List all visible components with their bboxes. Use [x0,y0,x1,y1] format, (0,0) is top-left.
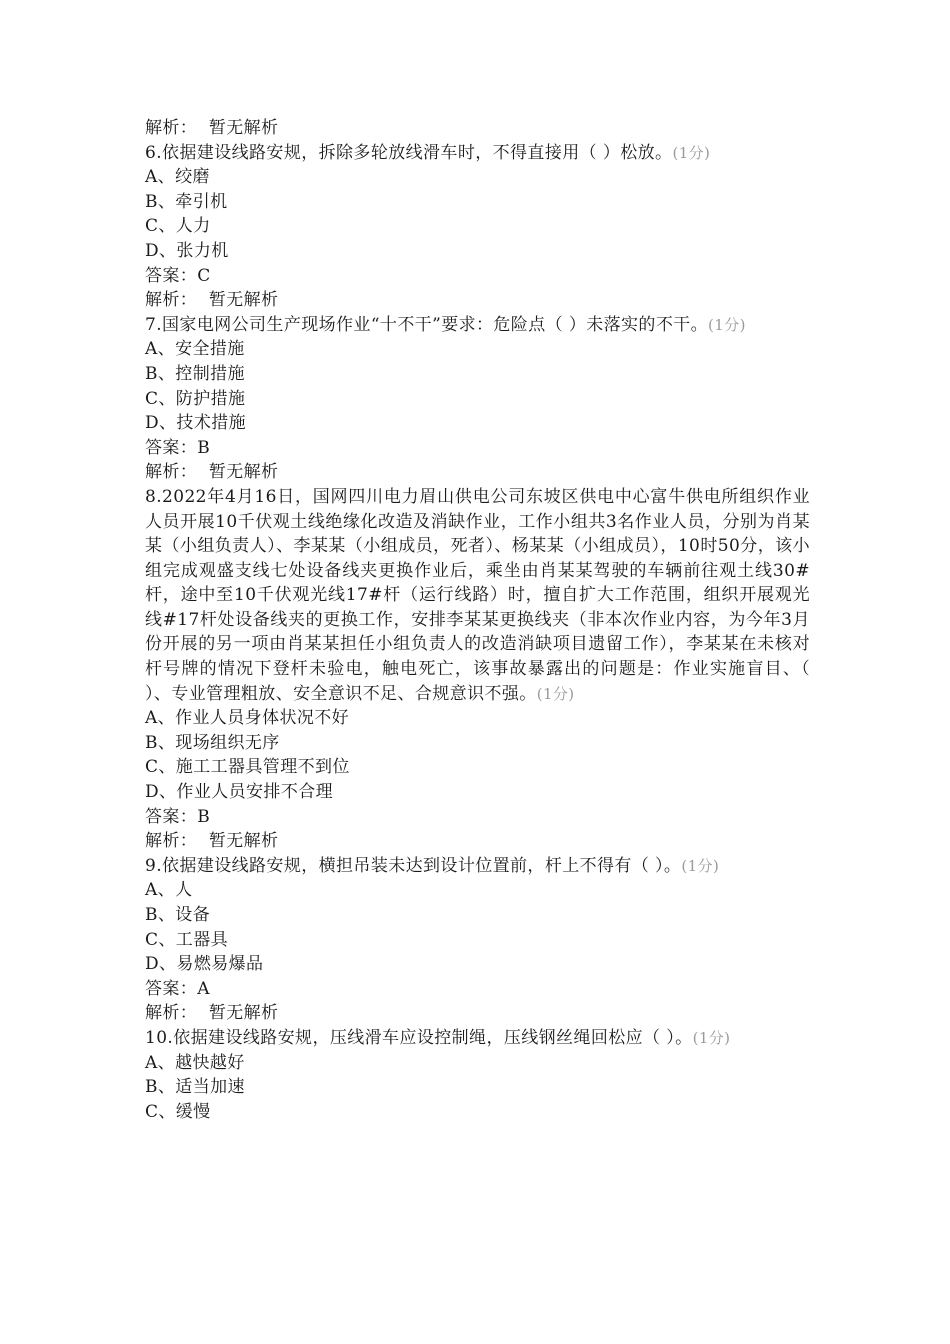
option-d: D、张力机 [145,240,229,261]
option-d: D、技术措施 [145,413,247,434]
score-label: (1分) [692,1028,731,1047]
score-label: (1分) [536,684,575,703]
option-c: C、工器具 [145,929,229,950]
option-b: B、控制措施 [145,363,245,384]
question-text: 6.依据建设线路安规，拆除多轮放线滑车时，不得直接用（ ）松放。(1分) [145,142,711,163]
option-c: C、防护措施 [145,388,246,409]
option-b: B、设备 [145,905,211,925]
option-a: A、绞磨 [145,167,210,188]
analysis-line: 解析： 暂无解析 [145,1003,279,1024]
option-d: D、作业人员安排不合理 [145,782,334,803]
question-text: 10.依据建设线路安规，压线滑车应设控制绳，压线钢丝绳回松应（ ）。(1分) [145,1027,731,1048]
question-9 [145,854,810,1026]
option-a: A、越快越好 [145,1052,245,1073]
question-text: 9.依据建设线路安规，横担吊装未达到设计位置前，杆上不得有（ ）。(1分) [145,855,720,876]
score-label: (1分) [708,315,746,334]
option-c: C、人力 [145,216,211,237]
analysis-line: 解析： 暂无解析 [145,831,279,852]
question-text: 8.2022年4月16日，国网四川电力眉山供电公司东坡区供电中心富牛供电所组织作业人员开展10千伏观土线绝缘化改造及消缺作业，工作小组共3名作业人员，分别为肖某某（小组负责人）、李某某（小组成员，死者）、杨某某（小组成员），10时50分，该小组完成观盛支线七处设备线夹更换作业后，乘坐由肖某某驾驶的车辆前往观土线30#杆，途中至10千伏观光线17#杆（运行线路）时，擅自扩大工作范围，组织开展观光线#17杆处设备线夹的更换工作，安排李某某更换线夹（非本次作业内容，为今年3月份开展的另一项由肖某某担任小组负责人的改造消缺项目遗留工作），李某某在未核对杆号牌的情况下登杆未验电，触电死亡，该事故暴露出的问题是：作业实施盲目、（ ）、专业管理粗放、安全意识不足、合规意识不强。(1分) [145,486,816,704]
option-b: B、牵引机 [145,191,228,212]
option-a: A、作业人员身体状况不好 [145,708,350,729]
document-page [145,116,816,1124]
question-7 [145,313,810,485]
answer-line: 答案：A [145,978,210,999]
answer-line: 答案：B [145,806,211,827]
question-6 [145,141,810,313]
score-label: (1分) [672,143,711,162]
option-b: B、现场组织无序 [145,732,280,753]
option-c: C、缓慢 [145,1101,211,1122]
option-b: B、适当加速 [145,1077,245,1098]
analysis-line: 解析： 暂无解析 [145,462,279,483]
score-label: (1分) [681,856,720,875]
analysis-line: 解析： 暂无解析 [145,290,279,311]
option-d: D、易燃易爆品 [145,954,264,975]
option-c: C、施工工器具管理不到位 [145,757,350,778]
answer-line: 答案：C [145,265,211,286]
question-text: 7.国家电网公司生产现场作业“十不干”要求：危险点（ ）未落实的不干。(1分) [145,314,746,335]
option-a: A、安全措施 [145,339,245,360]
question-10 [145,1026,810,1124]
answer-line: 答案：B [145,437,211,458]
option-a: A、人 [145,880,193,901]
analysis-line: 解析： 暂无解析 [145,118,279,138]
question-8 [145,485,816,854]
